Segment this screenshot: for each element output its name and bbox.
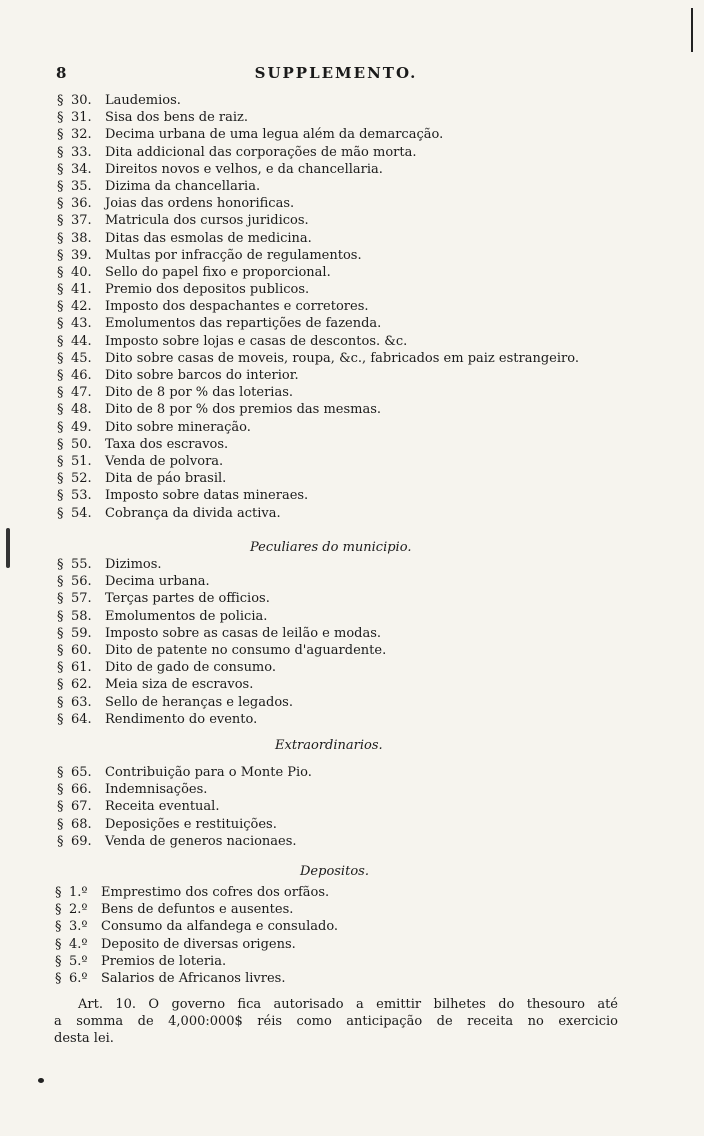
section-title-municipio: Peculiares do municipio. xyxy=(250,540,412,555)
list-item xyxy=(0,367,704,384)
item-number: 35. xyxy=(71,178,92,194)
list-item xyxy=(0,659,704,676)
item-number: 41. xyxy=(71,282,92,298)
list-item xyxy=(0,419,704,436)
item-text: Direitos novos e velhos, e da chancellaria. xyxy=(105,161,383,177)
list-item xyxy=(0,315,704,332)
item-number: 53. xyxy=(71,488,92,504)
section-symbol: § xyxy=(57,350,64,366)
list-item xyxy=(0,676,704,693)
item-text: Receita eventual. xyxy=(105,799,220,815)
section-symbol: § xyxy=(57,436,64,452)
item-text: Imposto dos despachantes e corretores. xyxy=(105,299,369,315)
list-item xyxy=(0,401,704,418)
item-text: Dito de gado de consumo. xyxy=(105,660,276,676)
item-text: Taxa dos escravos. xyxy=(105,436,229,452)
item-number: 45. xyxy=(71,350,92,366)
item-number: 2.º xyxy=(69,902,88,918)
page-title: SUPPLEMENTO. xyxy=(254,64,418,82)
item-number: 43. xyxy=(71,316,92,332)
list-item xyxy=(0,901,704,918)
item-text: Salarios de Africanos livres. xyxy=(101,970,286,986)
item-text: Dito de patente no consumo d'aguardente. xyxy=(105,642,387,658)
list-item xyxy=(0,625,704,642)
section-title-depositos: Depositos. xyxy=(300,864,369,879)
item-number: 58. xyxy=(71,608,92,624)
list-item xyxy=(0,453,704,470)
item-number: 31. xyxy=(71,110,92,126)
item-number: 3.º xyxy=(69,919,88,935)
list-item xyxy=(0,161,704,178)
item-number: 44. xyxy=(71,333,92,349)
list-item xyxy=(0,590,704,607)
section-symbol: § xyxy=(57,230,64,246)
item-number: 40. xyxy=(71,264,92,280)
list-item xyxy=(0,694,704,711)
item-number: 46. xyxy=(71,368,92,383)
list-item xyxy=(0,436,704,453)
page-header xyxy=(56,64,616,86)
item-number: 33. xyxy=(71,144,92,160)
article-line-1: Art. 10. O governo fica autorisado a emittir bilhetes do thesouro até xyxy=(78,997,618,1012)
item-text: Ditas das esmolas de medicina. xyxy=(105,230,312,246)
list-item xyxy=(0,953,704,970)
section-symbol: § xyxy=(57,333,64,349)
section-title-extraordinarios: Extraordinarios. xyxy=(275,738,383,753)
section-symbol: § xyxy=(57,178,64,194)
item-number: 55. xyxy=(71,557,92,572)
list-item xyxy=(0,384,704,401)
list-item xyxy=(0,798,704,815)
list-item xyxy=(0,833,704,850)
section-symbol: § xyxy=(57,453,64,469)
margin-rule xyxy=(691,8,693,52)
section-symbol: § xyxy=(55,936,62,952)
section-symbol: § xyxy=(57,316,64,332)
item-number: 36. xyxy=(71,196,92,212)
item-text: Venda de polvora. xyxy=(105,453,224,469)
section-symbol: § xyxy=(57,642,64,658)
item-number: 59. xyxy=(71,625,92,641)
section-symbol: § xyxy=(57,471,64,487)
section-symbol: § xyxy=(57,161,64,177)
list-item xyxy=(0,711,704,728)
list-item xyxy=(0,884,704,901)
section-symbol: § xyxy=(57,213,64,229)
item-text: Dito sobre casas de moveis, roupa, &c., fabricados em paiz estrangeiro. xyxy=(105,350,579,366)
list-item xyxy=(0,281,704,298)
section-symbol: § xyxy=(57,660,64,676)
section-symbol: § xyxy=(57,782,64,798)
item-number: 5.º xyxy=(69,953,88,969)
item-text: Meia siza de escravos. xyxy=(105,677,254,693)
section-symbol: § xyxy=(57,591,64,607)
item-text: Emolumentos das repartições de fazenda. xyxy=(105,316,382,332)
item-number: 32. xyxy=(71,127,92,143)
item-text: Contribuição para o Monte Pio. xyxy=(105,765,312,780)
list-item xyxy=(0,333,704,350)
list-item xyxy=(0,642,704,659)
article-line-2: a somma de 4,000:000$ réis como anticipação de receita no exercicio xyxy=(54,1014,618,1029)
item-number: 48. xyxy=(71,402,92,418)
item-text: Imposto sobre as casas de leilão e modas. xyxy=(105,625,382,641)
item-text: Laudemios. xyxy=(105,93,181,108)
item-number: 52. xyxy=(71,471,92,487)
item-number: 60. xyxy=(71,642,92,658)
item-text: Sello de heranças e legados. xyxy=(105,694,293,710)
item-number: 69. xyxy=(71,833,92,849)
item-number: 50. xyxy=(71,436,92,452)
section-symbol: § xyxy=(57,694,64,710)
section-symbol: § xyxy=(57,677,64,693)
item-number: 54. xyxy=(71,505,92,521)
section-symbol: § xyxy=(55,953,62,969)
item-number: 4.º xyxy=(69,936,88,952)
list-item xyxy=(0,298,704,315)
item-number: 42. xyxy=(71,299,92,315)
item-number: 57. xyxy=(71,591,92,607)
section-symbol: § xyxy=(55,885,62,900)
list-item xyxy=(0,764,704,781)
section-symbol: § xyxy=(57,505,64,521)
list-item xyxy=(0,970,704,987)
item-text: Dita addicional das corporações de mão morta. xyxy=(105,144,417,160)
item-number: 65. xyxy=(71,765,92,780)
item-number: 63. xyxy=(71,694,92,710)
section-symbol: § xyxy=(57,488,64,504)
section-symbol: § xyxy=(57,625,64,641)
item-number: 6.º xyxy=(69,970,88,986)
item-number: 64. xyxy=(71,711,92,727)
item-text: Rendimento do evento. xyxy=(105,711,258,727)
list-item xyxy=(0,470,704,487)
item-text: Imposto sobre lojas e casas de descontos. &c. xyxy=(105,333,408,349)
section-symbol: § xyxy=(57,608,64,624)
item-text: Dito de 8 por % dos premios das mesmas. xyxy=(105,402,382,418)
list-item xyxy=(0,918,704,935)
item-number: 30. xyxy=(71,93,92,108)
item-text: Cobrança da divida activa. xyxy=(105,505,281,521)
list-item xyxy=(0,230,704,247)
item-text: Dito de 8 por % das loterias. xyxy=(105,385,293,401)
page-number: 8 xyxy=(56,64,67,82)
section-symbol: § xyxy=(57,368,64,383)
item-number: 49. xyxy=(71,419,92,435)
section-symbol: § xyxy=(57,574,64,590)
item-number: 51. xyxy=(71,453,92,469)
section-symbol: § xyxy=(57,264,64,280)
item-text: Dito sobre mineração. xyxy=(105,419,251,435)
item-text: Dizima da chancellaria. xyxy=(105,178,261,194)
list-item xyxy=(0,608,704,625)
list-item xyxy=(0,505,704,522)
item-text: Decima urbana. xyxy=(105,574,210,590)
item-text: Dita de páo brasil. xyxy=(105,471,227,487)
item-number: 47. xyxy=(71,385,92,401)
section-symbol: § xyxy=(57,247,64,263)
item-text: Deposito de diversas origens. xyxy=(101,936,296,952)
item-text: Joias das ordens honorificas. xyxy=(105,196,295,212)
section-symbol: § xyxy=(55,919,62,935)
item-text: Emolumentos de policia. xyxy=(105,608,268,624)
section-symbol: § xyxy=(57,196,64,212)
item-text: Sisa dos bens de raiz. xyxy=(105,110,249,126)
item-text: Terças partes de officios. xyxy=(105,591,270,607)
item-text: Consumo da alfandega e consulado. xyxy=(101,919,339,935)
section-symbol: § xyxy=(57,833,64,849)
article-10 xyxy=(54,996,618,1047)
list-item xyxy=(0,816,704,833)
section-symbol: § xyxy=(57,282,64,298)
article-line-3: desta lei. xyxy=(54,1031,114,1046)
item-number: 56. xyxy=(71,574,92,590)
extraordinarios-list xyxy=(0,764,704,850)
list-item xyxy=(0,781,704,798)
list-item xyxy=(0,144,704,161)
item-text: Decima urbana de uma legua além da demarcação. xyxy=(105,127,444,143)
item-number: 34. xyxy=(71,161,92,177)
item-text: Deposições e restituições. xyxy=(105,816,277,832)
list-item xyxy=(0,556,704,573)
list-item xyxy=(0,212,704,229)
section-symbol: § xyxy=(57,385,64,401)
item-text: Indemnisações. xyxy=(105,782,208,798)
section-symbol: § xyxy=(57,299,64,315)
item-text: Premio dos depositos publicos. xyxy=(105,282,310,298)
item-number: 39. xyxy=(71,247,92,263)
item-text: Multas por infracção de regulamentos. xyxy=(105,247,362,263)
item-number: 67. xyxy=(71,799,92,815)
item-text: Venda de generos nacionaes. xyxy=(105,833,297,849)
section-symbol: § xyxy=(57,419,64,435)
depositos-list xyxy=(0,884,704,987)
list-item xyxy=(0,487,704,504)
section-symbol: § xyxy=(57,93,64,108)
list-item xyxy=(0,178,704,195)
list-item xyxy=(0,936,704,953)
main-list xyxy=(0,92,704,522)
section-symbol: § xyxy=(57,765,64,780)
item-text: Imposto sobre datas mineraes. xyxy=(105,488,309,504)
item-text: Sello do papel fixo e proporcional. xyxy=(105,264,331,280)
item-number: 61. xyxy=(71,660,92,676)
municipio-list xyxy=(0,556,704,728)
section-symbol: § xyxy=(57,816,64,832)
section-symbol: § xyxy=(57,402,64,418)
section-symbol: § xyxy=(55,902,62,918)
list-item xyxy=(0,573,704,590)
list-item xyxy=(0,350,704,367)
item-text: Emprestimo dos cofres dos orfãos. xyxy=(101,885,330,900)
section-symbol: § xyxy=(57,144,64,160)
item-text: Matricula dos cursos juridicos. xyxy=(105,213,309,229)
item-number: 62. xyxy=(71,677,92,693)
item-number: 68. xyxy=(71,816,92,832)
item-text: Dizimos. xyxy=(105,557,162,572)
list-item xyxy=(0,126,704,143)
section-symbol: § xyxy=(55,970,62,986)
list-item xyxy=(0,109,704,126)
list-item xyxy=(0,264,704,281)
item-text: Premios de loteria. xyxy=(101,953,227,969)
item-number: 38. xyxy=(71,230,92,246)
section-symbol: § xyxy=(57,557,64,572)
item-text: Bens de defuntos e ausentes. xyxy=(101,902,294,918)
list-item xyxy=(0,195,704,212)
section-symbol: § xyxy=(57,127,64,143)
list-item xyxy=(0,247,704,264)
ink-dot xyxy=(38,1078,44,1083)
item-number: 66. xyxy=(71,782,92,798)
list-item xyxy=(0,92,704,109)
item-number: 37. xyxy=(71,213,92,229)
section-symbol: § xyxy=(57,799,64,815)
item-number: 1.º xyxy=(69,885,88,900)
section-symbol: § xyxy=(57,711,64,727)
section-symbol: § xyxy=(57,110,64,126)
item-text: Dito sobre barcos do interior. xyxy=(105,368,299,383)
